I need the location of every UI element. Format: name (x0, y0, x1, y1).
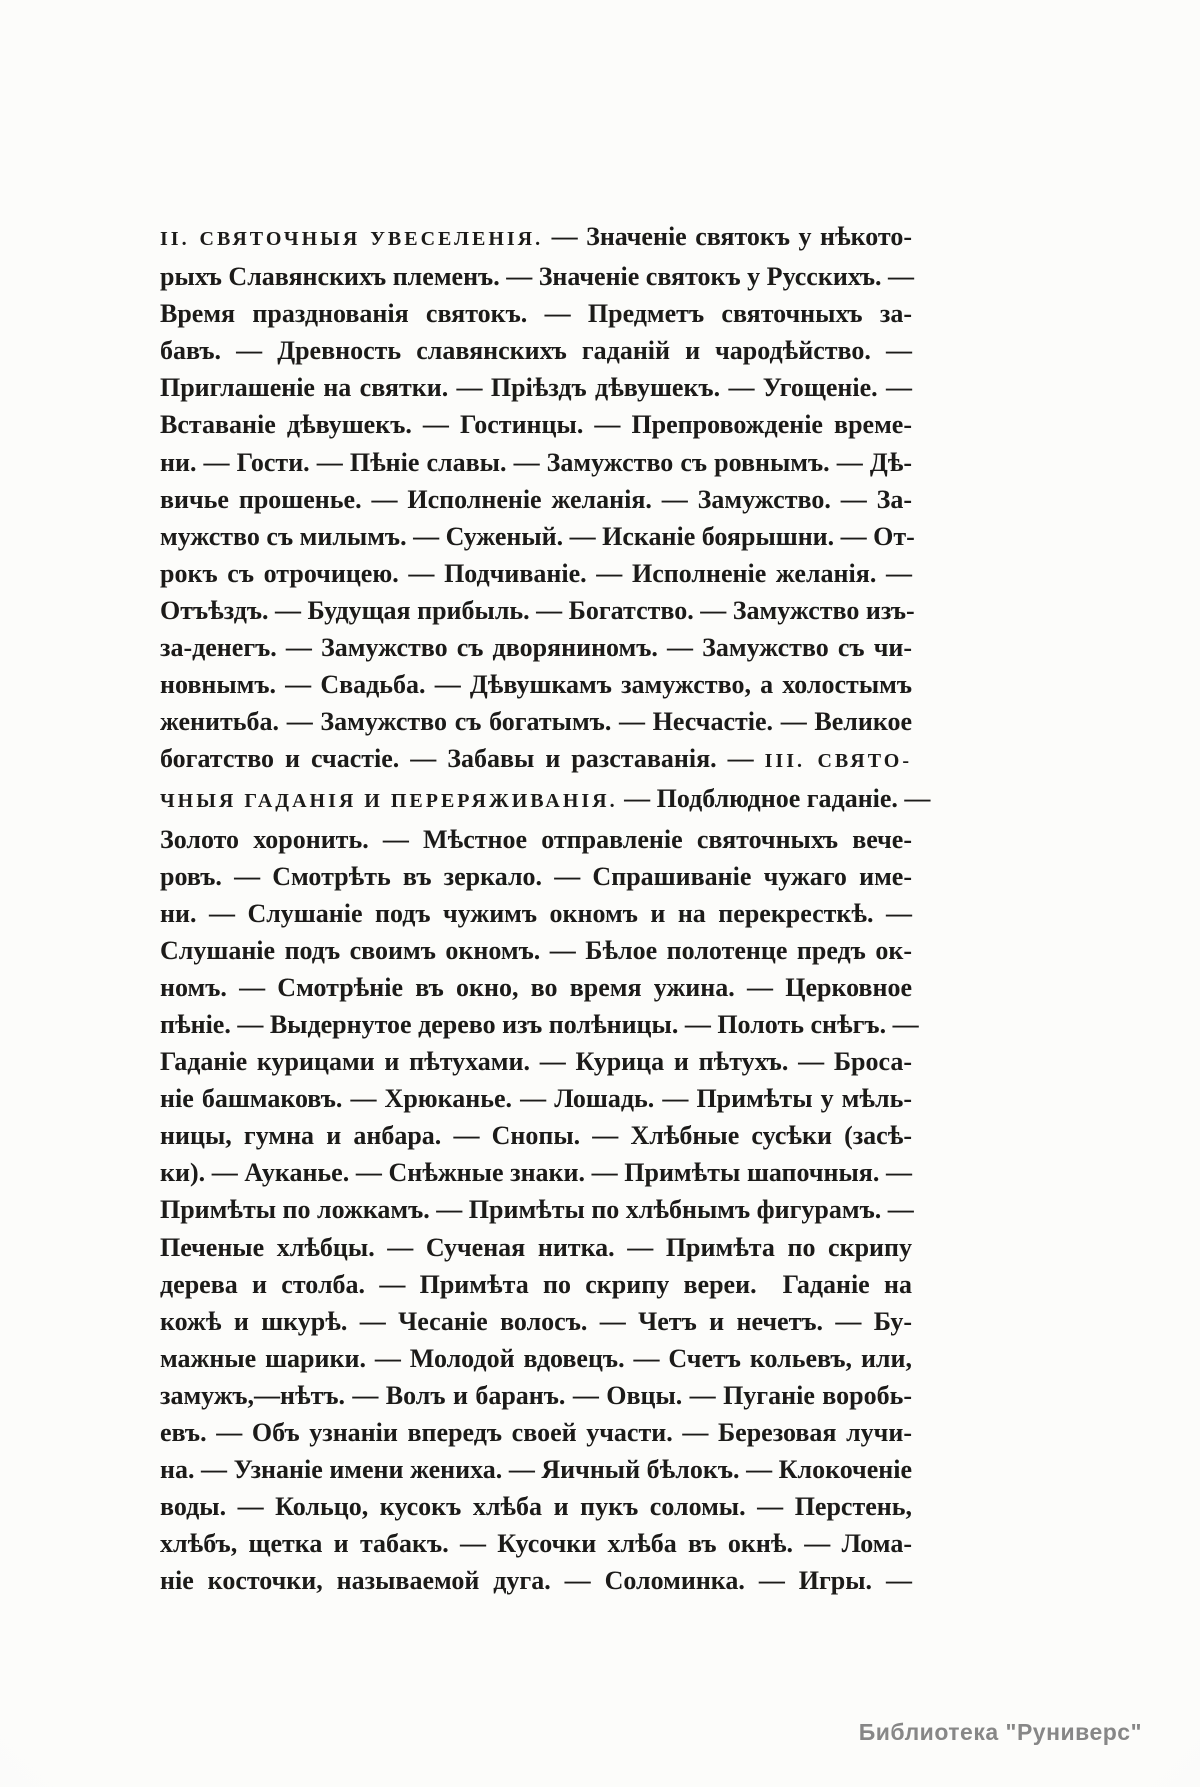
toc-line (160, 481, 912, 518)
toc-text-segment: замужъ,—нѣтъ. — Волъ и баранъ. — Овцы. — Пуганіе воробь- (160, 1380, 912, 1410)
toc-line (160, 1377, 912, 1414)
toc-line (160, 1191, 912, 1228)
toc-line (160, 780, 931, 820)
toc-line (160, 1562, 912, 1599)
toc-text-segment: Примѣты по ложкамъ. — Примѣты по хлѣбнымъ фигурамъ. — (160, 1195, 914, 1225)
toc-text-segment: пѣніе. — Выдернутое дерево изъ полѣницы. — Полоть снѣгъ. — (160, 1009, 919, 1039)
toc-text-segment: Золото хоронить. — Мѣстное отправленіе святочныхъ вече- (160, 824, 912, 854)
toc-line (160, 592, 915, 629)
toc-line (160, 895, 912, 932)
toc-text-segment: ни. — Гости. — Пѣніе славы. — Замужство съ ровнымъ. — Дѣ- (160, 447, 912, 477)
toc-text-segment: на. — Узнаніе имени жениха. — Яичный бѣлокъ. — Клокоченіе (160, 1455, 912, 1485)
toc-line (160, 1043, 912, 1080)
toc-line (160, 666, 912, 703)
toc-text-segment: женитьба. — Замужство съ богатымъ. — Несчастіе. — Великое (160, 707, 912, 737)
toc-section-heading-segment: III. СВЯТО- (764, 750, 913, 773)
toc-line (160, 932, 912, 969)
toc-line (160, 1525, 912, 1562)
toc-line (160, 1340, 912, 1377)
toc-line (160, 1154, 912, 1191)
toc-text-segment: Вставаніе дѣвушекъ. — Гостинцы. — Препровожденіе време- (160, 410, 912, 440)
toc-line (160, 218, 912, 258)
toc-text-segment: за-денегъ. — Замужство съ дворяниномъ. — Замужство съ чи- (160, 633, 912, 663)
toc-line (160, 1080, 912, 1117)
toc-line (160, 1451, 912, 1488)
toc-text-segment: ницы, гумна и анбара. — Снопы. — Хлѣбные сусѣки (засѣ- (160, 1121, 912, 1151)
toc-text-segment: Гаданіе курицами и пѣтухами. — Курица и пѣтухъ. — Броса- (160, 1047, 912, 1077)
toc-section-heading-segment: II. СВЯТОЧНЫЯ УВЕСЕЛЕНІЯ. (160, 228, 544, 250)
toc-text-segment: ніе косточки, называемой дуга. — Соломинка. — Игры. — (160, 1566, 912, 1596)
toc-line (160, 1266, 912, 1303)
toc-line (160, 406, 912, 443)
toc-text-segment: вичье прошенье. — Исполненіе желанія. — Замужство. — За- (160, 484, 912, 514)
toc-line (160, 629, 912, 666)
toc-line (160, 1303, 912, 1340)
runiverse-watermark-label: Библиотека "Руниверс" (858, 1719, 1142, 1745)
toc-text-segment: Печеные хлѣбцы. — Сученая нитка. — Примѣта по скрипу (160, 1232, 912, 1262)
toc-text-segment: ки). — Ауканье. — Снѣжные знаки. — Примѣты шапочныя. — (160, 1158, 912, 1188)
toc-text-segment: Слушаніе подъ своимъ окномъ. — Бѣлое полотенце предъ ок- (160, 935, 912, 965)
toc-text-segment: дерева и столба. — Примѣта по скрипу вереи. Гаданіе на (160, 1269, 912, 1299)
toc-line (160, 369, 912, 406)
toc-text-segment: воды. — Кольцо, кусокъ хлѣба и пукъ соломы. — Перстень, (160, 1492, 912, 1522)
toc-line (160, 1006, 919, 1043)
toc-section-heading-segment: ЧНЫЯ ГАДАНІЯ И ПЕРЕРЯЖИВАНІЯ. (160, 790, 618, 813)
toc-text-segment: богатство и счастіе. — Забавы и разставанія. — (160, 744, 765, 774)
toc-text-segment: — Подблюдное гаданіе. — (617, 784, 931, 814)
toc-line (160, 258, 912, 295)
toc-text-segment: рокъ съ отрочицею. — Подчиваніе. — Исполненіе желанія. — (160, 558, 912, 588)
toc-line (160, 821, 912, 858)
table-of-contents-text (160, 218, 931, 1599)
toc-line (160, 969, 912, 1006)
toc-line (160, 740, 912, 780)
toc-text-segment: ровъ. — Смотрѣть въ зеркало. — Спрашиваніе чужаго име- (160, 861, 912, 891)
toc-text-segment: Отъѣздъ. — Будущая прибыль. — Богатство. — Замужство изъ- (160, 595, 915, 625)
toc-line (160, 518, 915, 555)
toc-text-segment: евъ. — Объ узнаніи впередъ своей участи. — Березовая лучи- (160, 1418, 912, 1447)
toc-text-segment: Приглашеніе на святки. — Пріѣздъ дѣвушекъ. — Угощеніе. — (160, 373, 912, 403)
toc-text-segment: мужство съ милымъ. — Суженый. — Исканіе боярышни. — От- (160, 521, 915, 551)
toc-line (160, 1488, 912, 1525)
toc-text-segment: номъ. — Смотрѣніе въ окно, во время ужина. — Церковное (160, 972, 912, 1002)
toc-text-segment: ни. — Слушаніе подъ чужимъ окномъ и на перекресткѣ. — (160, 898, 912, 928)
toc-text-segment: Время празднованія святокъ. — Предметъ святочныхъ за- (160, 299, 912, 329)
toc-text-segment: бавъ. — Древность славянскихъ гаданій и чародѣйство. — (160, 336, 912, 366)
toc-text-segment: новнымъ. — Свадьба. — Дѣвушкамъ замужство, а холостымъ (160, 670, 912, 700)
toc-text-segment: хлѣбъ, щетка и табакъ. — Кусочки хлѣба въ окнѣ. — Лома- (160, 1529, 912, 1559)
toc-line (160, 295, 912, 332)
toc-line (160, 858, 912, 895)
toc-line (160, 1229, 912, 1266)
toc-line (160, 555, 912, 592)
toc-text-segment: кожѣ и шкурѣ. — Чесаніе волосъ. — Четъ и нечетъ. — Бу- (160, 1306, 912, 1336)
toc-line (160, 1414, 912, 1451)
toc-text-segment: рыхъ Славянскихъ племенъ. — Значеніе святокъ у Русскихъ. — (160, 262, 914, 292)
toc-text-segment: мажные шарики. — Молодой вдовецъ. — Счетъ кольевъ, или, (160, 1343, 912, 1373)
toc-text-segment: ніе башмаковъ. — Хрюканье. — Лошадь. — Примѣты у мѣль- (160, 1084, 912, 1114)
toc-line (160, 332, 912, 369)
toc-line (160, 444, 912, 481)
toc-line (160, 1117, 912, 1154)
toc-line (160, 703, 912, 740)
toc-text-segment: — Значеніе святокъ у нѣкото- (543, 222, 912, 251)
